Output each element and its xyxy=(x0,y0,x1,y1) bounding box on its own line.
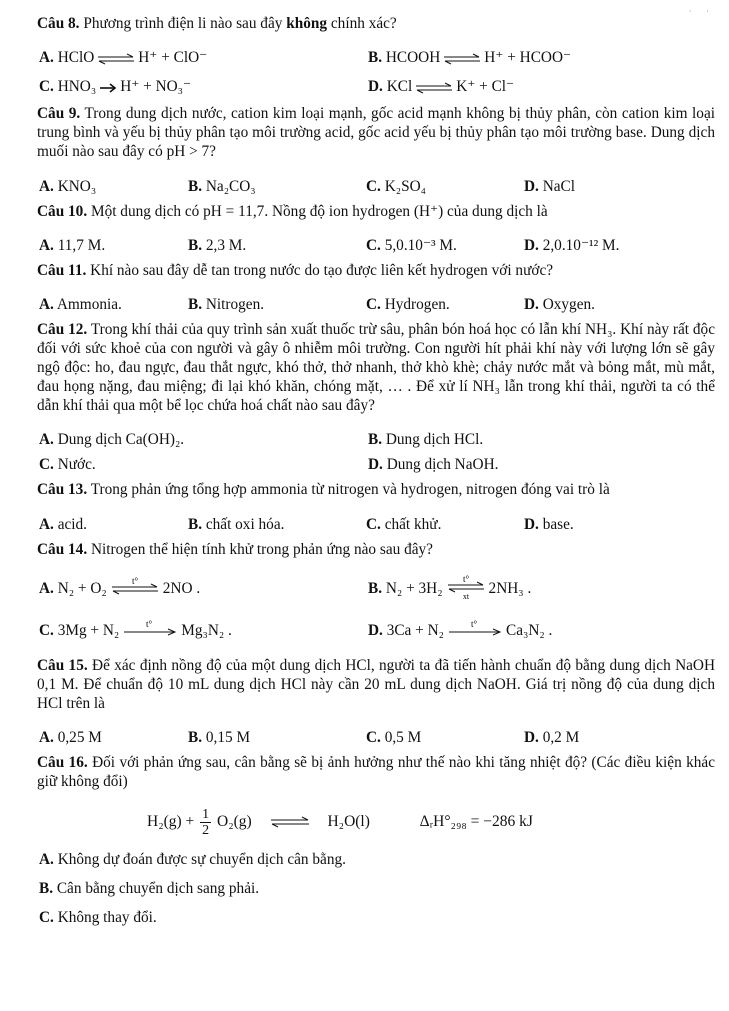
right-arrow-icon xyxy=(99,82,117,94)
option-text: 0,5 M xyxy=(384,729,422,747)
option-key: D. xyxy=(524,729,539,747)
question-14-stem xyxy=(37,540,715,559)
question-11-label: Câu 11. xyxy=(37,261,87,279)
option-10c[interactable] xyxy=(366,236,524,255)
option-11d[interactable] xyxy=(524,295,682,314)
question-15-options xyxy=(37,728,715,747)
option-key: A. xyxy=(39,177,54,195)
question-16 xyxy=(37,753,715,926)
option-text: 0,2 M xyxy=(542,729,580,747)
question-13-text: Trong phản ứng tổng hợp ammonia từ nitrogen và hydrogen, nitrogen đóng vai trò là xyxy=(90,481,610,499)
equation-lhs: 3Ca + N₂ xyxy=(386,622,444,640)
question-13 xyxy=(37,480,715,533)
option-text: 0,25 M xyxy=(57,729,102,747)
question-9-label: Câu 9. xyxy=(37,105,81,123)
option-11a[interactable] xyxy=(39,295,188,314)
option-key: A. xyxy=(39,515,54,533)
option-text: Hydrogen. xyxy=(384,296,450,314)
question-11-options xyxy=(37,295,715,314)
option-key: C. xyxy=(366,515,381,533)
option-key: A. xyxy=(39,850,54,868)
equilibrium-arrow-icon xyxy=(110,576,160,598)
question-12-options-row-1 xyxy=(37,430,715,449)
question-8-options-row-2 xyxy=(37,77,715,96)
option-13b[interactable] xyxy=(188,515,366,534)
option-key: B. xyxy=(368,431,383,449)
question-14-label: Câu 14. xyxy=(37,540,88,558)
option-text: NaCl xyxy=(542,177,575,195)
question-8-stem-part: chính xác? xyxy=(327,15,397,32)
option-key: D. xyxy=(524,296,539,314)
option-text: Dung dịch Ca(OH)₂. xyxy=(57,431,185,449)
equilibrium-arrow-icon xyxy=(443,53,481,65)
option-key: A. xyxy=(39,729,54,747)
option-8a[interactable] xyxy=(39,48,368,67)
question-10-text: Một dung dịch có pH = 11,7. Nồng độ ion hydrogen (H⁺) của dung dịch là xyxy=(90,202,548,220)
option-text: Na₂CO₃ xyxy=(205,177,256,195)
question-10-options xyxy=(37,236,715,255)
option-16b[interactable] xyxy=(37,879,715,898)
question-8-stem-part: Phương trình điện li nào sau đây xyxy=(83,15,287,32)
equilibrium-arrow-with-condition xyxy=(110,576,160,603)
page-corner-marks: · · xyxy=(688,6,715,16)
option-14c[interactable] xyxy=(39,619,368,644)
right-arrow-with-condition xyxy=(447,619,503,644)
option-key: B. xyxy=(188,515,203,533)
option-8d[interactable] xyxy=(368,77,697,96)
option-key: D. xyxy=(524,515,539,533)
option-text: Oxygen. xyxy=(542,296,595,314)
option-key: B. xyxy=(368,49,383,67)
question-12-text: Trong khí thải của quy trình sản xuất thuốc trừ sâu, phân bón hoá học có lẫn khí NH₃. Khí này rất độc đối với sức khoẻ của con người và gây ô nhiễm môi trường. Con người hít phải khí này với lượng lớn sẽ gây ngộ độc: ho, đau ngực, đau thắt ngực, khó thở, thở nhanh, thở khò khè; chảy nước mắt và bỏng mắt, mù mắt, đau họng nặng, đau miệng; đi lại khó khăn, chóng mặt, … . Để xử lí NH₃ lẫn trong khí thải, người ta có thể dẫn khí thải qua một bể lọc chứa hoá chất nào sau đây? xyxy=(37,321,715,415)
equation-rhs: H₂O(l) xyxy=(327,812,370,830)
question-12-label: Câu 12. xyxy=(37,321,88,339)
option-key: D. xyxy=(368,78,383,96)
option-key: C. xyxy=(366,296,381,314)
question-12 xyxy=(37,320,715,474)
question-16-stem xyxy=(37,753,715,791)
question-14-text: Nitrogen thể hiện tính khử trong phản ứng nào sau đây? xyxy=(90,540,433,558)
option-key: C. xyxy=(39,622,54,640)
question-14 xyxy=(37,540,715,644)
fraction xyxy=(200,807,211,838)
option-8b[interactable] xyxy=(368,48,697,67)
equilibrium-arrow-icon xyxy=(97,53,135,65)
option-12b[interactable] xyxy=(368,430,697,449)
option-text: Cân bằng chuyển dịch sang phải. xyxy=(56,879,260,897)
reaction-equation xyxy=(37,807,715,838)
equation-lhs: HNO₃ xyxy=(57,78,97,96)
option-text: 5,0.10⁻³ M. xyxy=(384,236,457,254)
question-11-text: Khí nào sau đây dễ tan trong nước do tạo được liên kết hydrogen với nước? xyxy=(90,261,554,279)
option-text: 2,3 M. xyxy=(205,236,247,254)
option-text: Không thay đổi. xyxy=(57,908,157,926)
option-key: C. xyxy=(366,236,381,254)
equilibrium-arrow-icon xyxy=(415,82,453,94)
exam-page xyxy=(37,14,715,927)
condition-bottom: xt xyxy=(462,592,469,601)
condition-top: t° xyxy=(470,619,478,630)
question-9-options xyxy=(37,177,715,196)
option-text: 2,0.10⁻¹² M. xyxy=(542,236,620,254)
equation-lhs-part: O₂(g) xyxy=(217,812,252,830)
right-arrow-icon xyxy=(447,619,503,639)
question-13-stem xyxy=(37,480,715,499)
option-12a[interactable] xyxy=(39,430,368,449)
option-11b[interactable] xyxy=(188,295,366,314)
option-text: 11,7 M. xyxy=(57,236,106,254)
equation-lhs: HCOOH xyxy=(385,49,441,67)
option-14b[interactable] xyxy=(368,574,697,605)
question-14-options-row-2 xyxy=(37,619,715,644)
option-key: D. xyxy=(368,622,383,640)
question-8 xyxy=(37,14,715,96)
right-arrow-icon xyxy=(122,619,178,639)
option-8c[interactable] xyxy=(39,77,368,96)
option-key: B. xyxy=(188,729,203,747)
question-12-stem xyxy=(37,320,715,415)
question-16-label: Câu 16. xyxy=(37,754,88,772)
question-11 xyxy=(37,261,715,314)
option-key: A. xyxy=(39,296,54,314)
option-11c[interactable] xyxy=(366,295,524,314)
equation-rhs: H⁺ + NO₃⁻ xyxy=(120,78,192,96)
option-key: C. xyxy=(366,177,381,195)
option-13d[interactable] xyxy=(524,515,682,534)
equation-rhs: Mg₃N₂ . xyxy=(181,622,232,640)
fraction-numerator: 1 xyxy=(202,806,210,822)
question-8-options-row-1 xyxy=(37,48,715,67)
option-text: acid. xyxy=(57,515,88,533)
option-text: KNO₃ xyxy=(57,177,97,195)
option-9d[interactable] xyxy=(524,177,682,196)
option-13c[interactable] xyxy=(366,515,524,534)
equation-rhs: Ca₃N₂ . xyxy=(506,622,553,640)
option-text: Nitrogen. xyxy=(205,296,265,314)
equation-rhs: 2NO . xyxy=(162,580,201,598)
question-14-options-row-1 xyxy=(37,574,715,605)
equation-lhs: 3Mg + N₂ xyxy=(57,622,120,640)
equation-lhs: N₂ + O₂ xyxy=(57,580,107,598)
option-16c[interactable] xyxy=(37,908,715,927)
equation-lhs: N₂ + 3H₂ xyxy=(385,580,443,598)
option-key: C. xyxy=(39,78,54,96)
equation-lhs: KCl xyxy=(386,78,413,96)
equation-rhs: H⁺ + ClO⁻ xyxy=(138,49,208,67)
question-12-options-row-2 xyxy=(37,455,715,474)
option-key: C. xyxy=(39,908,54,926)
option-key: B. xyxy=(39,879,54,897)
question-9-text: Trong dung dịch nước, cation kim loại mạnh, gốc acid mạnh không bị thủy phân, còn cation kim loại trung bình và yếu bị thủy phân tạo môi trường acid, gốc acid yếu bị thủy phân tạo môi trường base. Dung dịch muối nào sau đây có pH > 7? xyxy=(37,105,715,161)
question-9 xyxy=(37,104,715,195)
option-10b[interactable] xyxy=(188,236,366,255)
option-text: Không dự đoán được sự chuyển dịch cân bằng. xyxy=(57,850,346,868)
condition-top: t° xyxy=(146,619,153,630)
option-key: A. xyxy=(39,431,54,449)
option-text: 0,15 M xyxy=(205,729,251,747)
option-key: B. xyxy=(188,236,203,254)
option-15b[interactable] xyxy=(188,728,366,747)
question-11-stem xyxy=(37,261,715,280)
equation-rhs: H⁺ + HCOO⁻ xyxy=(484,49,572,67)
option-key: A. xyxy=(39,580,54,598)
option-key: D. xyxy=(524,177,539,195)
equation-rhs: 2NH₃ . xyxy=(488,580,532,598)
option-14d[interactable] xyxy=(368,619,697,644)
option-15d[interactable] xyxy=(524,728,682,747)
option-9c[interactable] xyxy=(366,177,524,196)
equilibrium-arrow-icon xyxy=(446,574,486,600)
equilibrium-arrow-icon xyxy=(270,816,310,828)
question-15 xyxy=(37,656,715,747)
question-15-text: Để xác định nồng độ của một dung dịch HCl, người ta đã tiến hành chuẩn độ bằng dung dịch NaOH 0,1 M. Để chuẩn độ 10 mL dung dịch HCl này cần 20 mL dung dịch NaOH. Giá trị nồng độ của dung dịch HCl trên là xyxy=(37,657,716,713)
option-key: C. xyxy=(39,456,54,474)
question-10-label: Câu 10. xyxy=(37,202,88,220)
right-arrow-with-condition xyxy=(122,619,178,644)
question-13-label: Câu 13. xyxy=(37,481,88,499)
question-10-stem xyxy=(37,202,715,221)
option-text: Dung dịch HCl. xyxy=(385,431,484,449)
option-14a[interactable] xyxy=(39,576,368,603)
option-9a[interactable] xyxy=(39,177,188,196)
option-text: K₂SO₄ xyxy=(384,177,426,195)
option-key: A. xyxy=(39,49,54,67)
option-text: Ammonia. xyxy=(56,296,122,314)
option-9b[interactable] xyxy=(188,177,366,196)
equilibrium-arrow-with-condition xyxy=(446,574,486,605)
question-8-label: Câu 8. xyxy=(37,15,80,32)
option-key: A. xyxy=(39,236,54,254)
option-key: C. xyxy=(366,729,381,747)
option-key: D. xyxy=(524,236,539,254)
question-8-stem xyxy=(37,14,715,33)
question-10 xyxy=(37,202,715,255)
condition-top: t° xyxy=(462,574,469,585)
option-10a[interactable] xyxy=(39,236,188,255)
question-13-options xyxy=(37,515,715,534)
option-12d[interactable] xyxy=(368,455,697,474)
option-key: B. xyxy=(188,296,203,314)
equation-lhs: HClO xyxy=(57,49,95,67)
equation-lhs-part: H₂(g) + xyxy=(147,812,195,830)
question-8-emphasis: không xyxy=(286,15,328,32)
equation-rhs: K⁺ + Cl⁻ xyxy=(456,78,515,96)
option-key: B. xyxy=(188,177,203,195)
option-text: chất oxi hóa. xyxy=(205,515,285,533)
option-12c[interactable] xyxy=(39,455,368,474)
option-13a[interactable] xyxy=(39,515,188,534)
question-16-text: Đối với phản ứng sau, cân bằng sẽ bị ảnh hưởng như thế nào khi tăng nhiệt độ? (Các điều kiện khác giữ không đổi) xyxy=(37,754,716,791)
question-15-stem xyxy=(37,656,715,713)
option-key: B. xyxy=(368,580,383,598)
option-text: Nước. xyxy=(57,456,96,474)
option-text: Dung dịch NaOH. xyxy=(386,456,499,474)
question-15-label: Câu 15. xyxy=(37,657,88,675)
option-key: D. xyxy=(368,456,383,474)
option-text: chất khử. xyxy=(384,515,442,533)
condition-top: t° xyxy=(131,576,138,587)
option-15c[interactable] xyxy=(366,728,524,747)
fraction-denominator: 2 xyxy=(202,822,210,838)
question-9-stem xyxy=(37,104,715,161)
option-text: base. xyxy=(542,515,574,533)
option-15a[interactable] xyxy=(39,728,188,747)
option-16a[interactable] xyxy=(37,850,715,869)
option-10d[interactable] xyxy=(524,236,682,255)
enthalpy-value: ΔᵣH°₂₉₈ = −286 kJ xyxy=(419,812,533,830)
